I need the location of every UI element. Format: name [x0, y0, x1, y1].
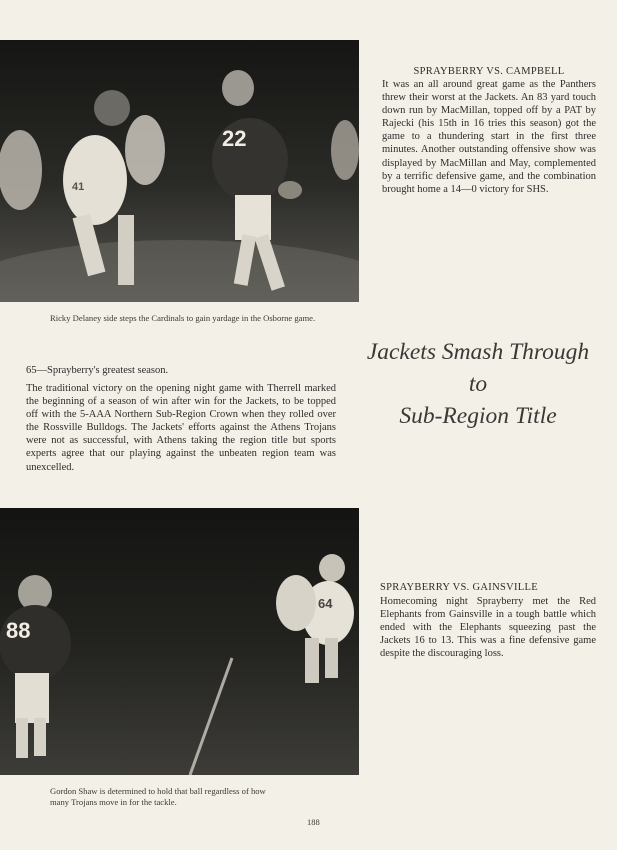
title-line-2: to	[468, 371, 488, 397]
story-gainsville-body: Homecoming night Sprayberry met the Red Elephants from Gainsville in a tough battle which ended with the Elephants squeezing past the Jackets 16 to 13. This was a fine defensive game despite the discouraging loss.	[380, 596, 596, 660]
story-gainsville-heading: SPRAYBERRY VS. GAINSVILLE	[380, 582, 538, 593]
football-photo-osborne-game	[0, 40, 359, 302]
title-line-3: Sub-Region Title	[399, 403, 557, 429]
photo1-caption: Ricky Delaney side steps the Cardinals to gain yardage in the Osborne game.	[50, 313, 316, 323]
runner-jersey-number: 22	[222, 126, 247, 151]
tackler-jersey-number: 41	[72, 181, 85, 193]
story-campbell-heading: SPRAYBERRY VS. CAMPBELL	[413, 66, 565, 77]
football-photo-athens-game	[0, 508, 359, 775]
main-story-body: The traditional victory on the opening night game with Therrell marked the beginning of a season of win after win for the Jackets, to be topped off with the 5-AAA Northern Sub-Region Crown when they rolled over the Rossville Bulldogs. The Jackets' efforts against the Athens Trojans were not as successful, with Athens taking the region title but sports experts agree that our playing against the unbeaten region team was unexcelled.	[26, 383, 336, 473]
story-campbell	[382, 66, 596, 196]
page-number: 188	[307, 817, 320, 827]
trojan-jersey-number: 64	[318, 596, 333, 611]
story-campbell-body: It was an all around great game as the Panthers threw their worst at the Jackets. An 83 yard touch down run by MacMillan, topped off by a PAT by Rajecki (his 15th in 16 tries this season) got the game to a thundering start in the first three minutes. Another outstanding offensive show was displayed by MacMillan and May, complemented by a terrific defensive game, and the combination brought home a 14—0 victory for SHS.	[382, 79, 596, 195]
story-gainsville	[380, 582, 596, 660]
title-line-1: Jackets Smash Through	[366, 339, 590, 365]
main-story	[26, 365, 336, 474]
main-story-lead: 65—Sprayberry's greatest season.	[26, 365, 169, 376]
photo2-caption: Gordon Shaw is determined to hold that ball regardless of how many Trojans move in for the tackle.	[50, 786, 266, 807]
carrier-jersey-number: 88	[6, 618, 31, 643]
page-title	[352, 336, 604, 432]
